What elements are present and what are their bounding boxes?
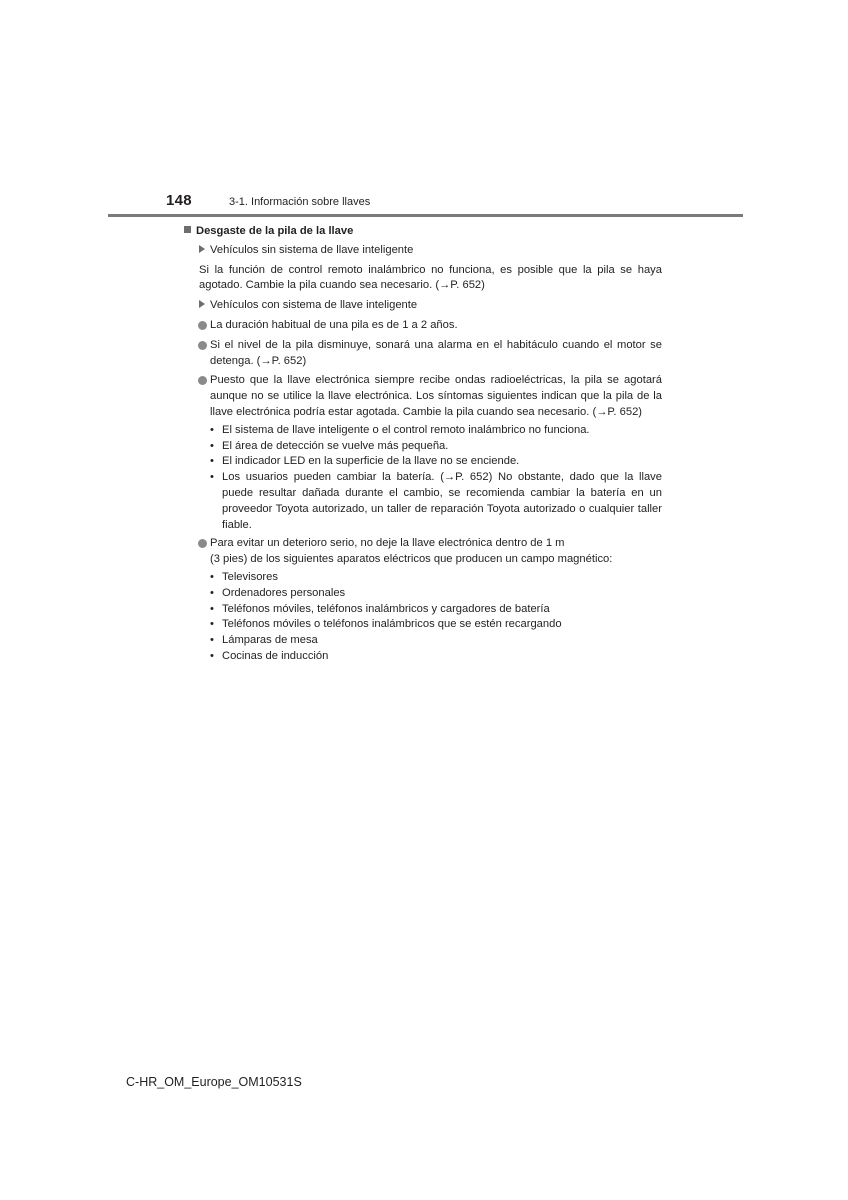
device-text: Televisores [222,570,278,583]
list-item [184,373,662,420]
list-item [184,318,662,334]
circle-bullet-icon [198,376,207,385]
device-item: • Televisores [210,570,278,583]
device-item: • Cocinas de inducción [210,649,329,662]
subheading-no-smart-key [184,243,662,259]
symptom-item: • El sistema de llave inteligente o el control remoto inalámbrico no funciona. [210,423,590,436]
symptom-text: Los usuarios pueden cambiar la batería. (→P. 652) No obstante, dado que la llave puede resultar dañada durante el cambio, se recomienda cambiar la batería en un proveedor Toyota autorizado, un taller de reparación Toyota autorizado o cualquier taller fiable. [222,471,662,531]
subheading-smart-key [184,298,662,314]
page-number: 148 [166,192,192,209]
document-code: C-HR_OM_Europe_OM10531S [126,1075,302,1089]
page-content [184,224,662,668]
section-title: 3-1. Información sobre llaves [229,196,371,208]
list-item-text: Para evitar un deterioro serio, no deje la llave electrónica dentro de 1 m [210,537,565,550]
device-item: • Ordenadores personales [210,586,346,599]
heading-text: Desgaste de la pila de la llave [196,225,354,237]
circle-bullet-icon [198,321,207,330]
device-text: Cocinas de inducción [222,649,329,662]
symptom-item: • Los usuarios pueden cambiar la batería. (→P. 652) No obstante, dado que la llave puede resultar dañada durante el cambio, se recomienda cambiar la batería en un proveedor Toyota autorizado, un taller de reparación Toyota autorizado o cualquier taller fiable. [210,471,662,531]
list-item-text: Puesto que la llave electrónica siempre recibe ondas radioeléctricas, la pila se agotará aunque no se utilice la llave electrónica. Los síntomas siguientes indican que la pila de la llave electrónica podría estar agotada. Cambie la pila cuando sea necesario. (→P. 652) [210,374,662,418]
list-item [184,338,662,370]
device-text: Teléfonos móviles, teléfonos inalámbricos y cargadores de batería [222,602,550,615]
device-text: Ordenadores personales [222,586,346,599]
paragraph-remote: Si la función de control remoto inalámbrico no funciona, es posible que la pila se haya agotado. Cambie la pila cuando sea necesario. (→P. 652) [199,263,662,292]
subheading-text: Vehículos con sistema de llave inteligente [210,299,418,312]
symptom-item: • El área de detección se vuelve más pequeña. [210,439,449,452]
list-item-text: La duración habitual de una pila es de 1 a 2 años. [210,318,458,331]
circle-bullet-icon [198,539,207,548]
header-divider [108,214,743,217]
subheading-text: Vehículos sin sistema de llave inteligente [210,243,414,256]
device-item: • Lámparas de mesa [210,634,318,647]
triangle-bullet-icon [199,245,205,253]
square-bullet-icon [184,226,191,233]
device-list [184,570,662,665]
circle-bullet-icon [198,341,207,350]
device-text: Lámparas de mesa [222,634,318,647]
device-text: Teléfonos móviles o teléfonos inalámbricos que se estén recargando [222,618,562,631]
list-item-text: Si el nivel de la pila disminuye, sonará una alarma en el habitáculo cuando el motor se detenga. (→P. 652) [210,338,662,367]
device-item: • Teléfonos móviles o teléfonos inalámbricos que se estén recargando [210,618,562,631]
device-item: • Teléfonos móviles, teléfonos inalámbricos y cargadores de batería [210,602,550,615]
triangle-bullet-icon [199,300,205,308]
section-heading [184,224,662,240]
symptom-text: El sistema de llave inteligente o el control remoto inalámbrico no funciona. [222,423,590,436]
symptom-list [184,423,662,534]
symptom-text: El indicador LED en la superficie de la llave no se enciende. [222,455,520,468]
list-item [184,536,662,568]
symptom-text: El área de detección se vuelve más pequeña. [222,439,449,452]
list-item-text: (3 pies) de los siguientes aparatos eléctricos que producen un campo magnético: [210,553,613,566]
symptom-item: • El indicador LED en la superficie de la llave no se enciende. [210,455,520,468]
